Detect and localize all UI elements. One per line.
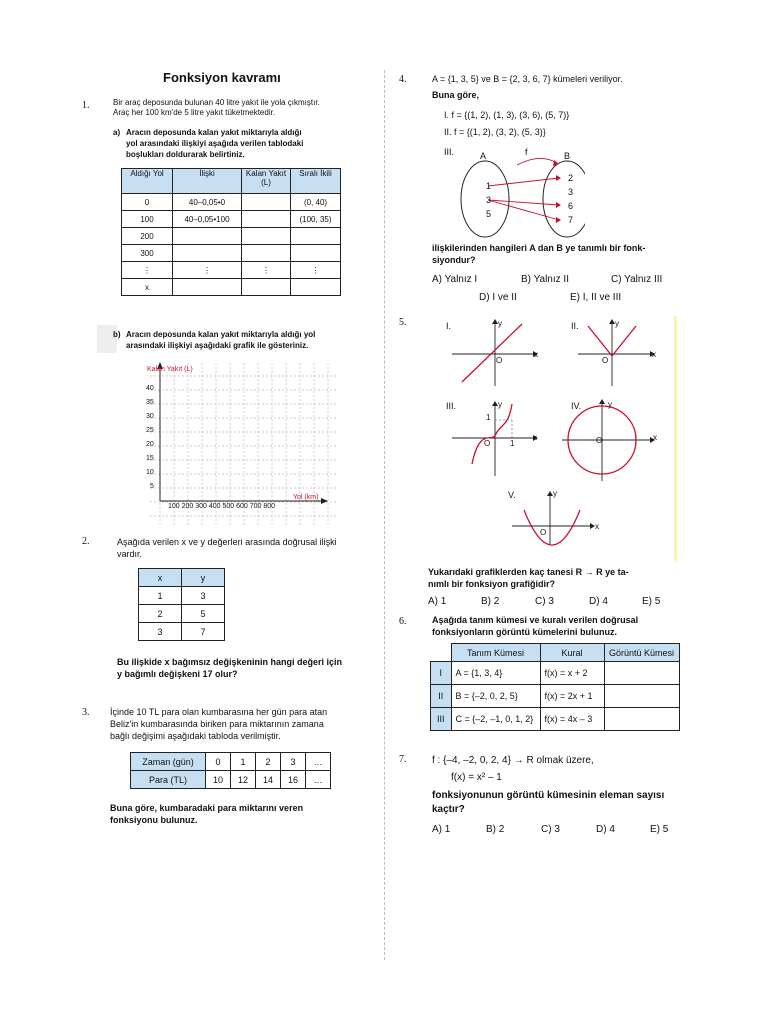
q5-answer-d[interactable]: D) 4: [589, 596, 608, 607]
q5-question-1: Yukarıdaki grafiklerden kaç tanesi R → R ye ta-: [428, 567, 629, 577]
graph-ytick: 10: [146, 469, 154, 476]
q5-answer-c[interactable]: C) 3: [535, 596, 554, 607]
table-row: [131, 771, 331, 789]
q7-answer-b[interactable]: B) 2: [486, 824, 505, 835]
table-cell: 16: [281, 771, 306, 789]
table-row: [139, 605, 225, 623]
table-cell: ⋮: [173, 262, 242, 279]
table-cell: 0: [122, 194, 173, 211]
graph-iii-curve: [472, 404, 515, 464]
table-row: [122, 245, 341, 262]
column-divider: [384, 70, 385, 960]
table-cell[interactable]: [242, 211, 291, 228]
table-cell: 3: [139, 623, 182, 641]
table-row: [139, 587, 225, 605]
table-row: [131, 753, 331, 771]
q1b-label: b): [113, 330, 121, 339]
graph-xlabel: Yol (km): [293, 494, 319, 501]
origin-label: O: [602, 356, 609, 365]
q7-answer-a[interactable]: A) 1: [432, 824, 451, 835]
q4-answer-b[interactable]: B) Yalnız II: [521, 274, 569, 285]
table-cell[interactable]: [173, 245, 242, 262]
graph-ytick: 20: [146, 441, 154, 448]
table-cell: ⋮: [291, 262, 341, 279]
set-b-ellipse: [543, 161, 585, 237]
table-cell[interactable]: [173, 228, 242, 245]
q2-question-1: Bu ilişkide x bağımsız değişkeninin hangi değeri için: [117, 657, 343, 667]
set-b-element: 2: [568, 173, 574, 183]
graph-ytick: 30: [146, 413, 154, 420]
table-header: Görüntü Kümesi: [604, 644, 679, 662]
q4-line2: Buna göre,: [432, 90, 480, 100]
table-cell: 7: [182, 623, 225, 641]
q3-table: [130, 752, 331, 789]
q2-text-2: vardır.: [117, 549, 143, 559]
table-cell: 200: [122, 228, 173, 245]
axis-label: x: [653, 433, 657, 442]
q7-question-2: kaçtır?: [432, 804, 465, 815]
axis-label: y: [615, 319, 619, 328]
table-cell: 5: [182, 605, 225, 623]
q2-number: 2.: [82, 536, 90, 547]
table-row: [122, 211, 341, 228]
q5-answer-b[interactable]: B) 2: [481, 596, 500, 607]
table-header: Zaman (gün): [131, 753, 206, 771]
q1b-text-2: arasındaki ilişkiyi aşağıdaki grafik ile gösteriniz.: [126, 341, 309, 350]
q4-question-1: ilişkilerinden hangileri A dan B ye tanımlı bir fonk-: [432, 243, 646, 253]
table-header: Para (TL): [131, 771, 206, 789]
table-row: [122, 228, 341, 245]
q2-question-2: y bağımlı değişkeni 17 olur?: [117, 669, 238, 679]
graph-i-curve: [462, 324, 522, 382]
origin-label: O: [540, 528, 547, 537]
table-row: [431, 644, 680, 662]
table-cell: …: [306, 753, 331, 771]
q4-option-ii: II. f = {(1, 2), (3, 2), (5, 3)}: [444, 127, 546, 137]
graph-label-v: V.: [508, 490, 516, 500]
q4-answer-e[interactable]: E) I, II ve III: [570, 292, 622, 303]
q7-answer-d[interactable]: D) 4: [596, 824, 615, 835]
q6-text-2: fonksiyonların görüntü kümelerini bulunuz.: [432, 627, 618, 637]
table-header: Tanım Kümesi: [451, 644, 540, 662]
q3-text-2: Beliz'in kumbarasında biriken para miktarının zamana: [110, 719, 324, 729]
axis-label: y: [553, 489, 557, 498]
graph-ytick: 25: [146, 427, 154, 434]
table-cell: 12: [231, 771, 256, 789]
venn-diagram: [455, 155, 585, 240]
table-row: [431, 685, 680, 708]
row-label: III: [431, 708, 452, 731]
table-cell: 1: [231, 753, 256, 771]
table-row: [139, 623, 225, 641]
graph-ytick: 5: [150, 483, 154, 490]
table-header: x: [139, 569, 182, 587]
q1a-label: a): [113, 128, 121, 137]
set-b-label: B: [564, 151, 571, 161]
row-label: I: [431, 662, 452, 685]
table-row: [139, 569, 225, 587]
table-cell[interactable]: [604, 662, 679, 685]
graph-xticks: 100 200 300 400 500 600 700 800: [168, 503, 276, 510]
q6-text-1: Aşağıda tanım kümesi ve kuralı verilen doğrusal: [432, 615, 639, 625]
table-cell: …: [306, 771, 331, 789]
axis-label: x: [595, 522, 599, 531]
q5-highlight-edge: [674, 316, 677, 562]
table-cell[interactable]: [291, 245, 341, 262]
table-header: Kalan Yakıt (L): [242, 169, 291, 194]
q7-line1: f : {–4, –2, 0, 2, 4} → R olmak üzere,: [432, 755, 594, 766]
table-cell[interactable]: [291, 279, 341, 296]
origin-label: O: [596, 436, 603, 445]
set-a-element: 1: [486, 181, 492, 191]
axis-label: y: [498, 319, 502, 328]
table-cell: 40–0,05•100: [173, 211, 242, 228]
table-cell[interactable]: [242, 228, 291, 245]
q2-table: [138, 568, 225, 641]
q5-question-2: nımlı bir fonksiyon grafiğidir?: [428, 579, 556, 589]
table-row: [431, 708, 680, 731]
q7-number: 7.: [399, 754, 407, 765]
q5-answer-a[interactable]: A) 1: [428, 596, 447, 607]
table-cell: A = {1, 3, 4}: [451, 662, 540, 685]
table-cell: B = {–2, 0, 2, 5}: [451, 685, 540, 708]
table-header: y: [182, 569, 225, 587]
set-a-element: 5: [486, 209, 492, 219]
q1-number: 1.: [82, 100, 90, 111]
x-axis-arrow: [321, 498, 328, 504]
origin-label: O: [496, 356, 503, 365]
set-b-element: 7: [568, 215, 574, 225]
set-a-ellipse: [461, 161, 509, 237]
q5-answer-e[interactable]: E) 5: [642, 596, 661, 607]
set-a-element: 3: [486, 195, 492, 205]
table-cell[interactable]: [604, 708, 679, 731]
q7-answer-e[interactable]: E) 5: [650, 824, 669, 835]
table-row: [122, 194, 341, 211]
table-cell[interactable]: [242, 194, 291, 211]
graph-ytick: 40: [146, 385, 154, 392]
q6-number: 6.: [399, 616, 407, 627]
table-row: [122, 279, 341, 296]
q3-text-3: bağlı değişimi aşağıdaki tabloda verilmiştir.: [110, 731, 281, 741]
table-cell: 100: [122, 211, 173, 228]
q1-table: [121, 168, 341, 296]
q3-text-1: İçinde 10 TL para olan kumbarasına her gün para atan: [110, 707, 328, 717]
table-cell[interactable]: [173, 279, 242, 296]
axis-label: x: [652, 350, 656, 359]
table-cell[interactable]: [291, 228, 341, 245]
table-cell: 0: [206, 753, 231, 771]
q4-number: 4.: [399, 74, 407, 85]
table-cell[interactable]: [242, 279, 291, 296]
tick-one-label: 1: [510, 439, 515, 448]
table-row: [122, 169, 341, 194]
table-cell: 2: [256, 753, 281, 771]
table-cell: (100, 35): [291, 211, 341, 228]
graph-v-curve: [524, 510, 580, 545]
table-cell: f(x) = 4x – 3: [540, 708, 604, 731]
set-b-element: 3: [568, 187, 574, 197]
table-header: Kural: [540, 644, 604, 662]
table-cell: f(x) = 2x + 1: [540, 685, 604, 708]
table-cell: 3: [182, 587, 225, 605]
table-cell: C = {–2, –1, 0, 1, 2}: [451, 708, 540, 731]
q1a-text-2: yol arasındaki ilişkiyi aşağıda verilen tablodaki: [126, 139, 304, 148]
row-label: II: [431, 685, 452, 708]
q4-option-i: I. f = {(1, 2), (1, 3), (3, 6), (5, 7)}: [444, 110, 570, 120]
tick-one-label: 1: [486, 413, 491, 422]
q1a-text-1: Aracın deposunda kalan yakıt miktarıyla aldığı: [126, 128, 302, 137]
table-cell: 1: [139, 587, 182, 605]
graph-ytick: 15: [146, 455, 154, 462]
origin-label: O: [484, 439, 491, 448]
table-cell: 2: [139, 605, 182, 623]
table-cell[interactable]: [242, 245, 291, 262]
q1-intro-1: Bir araç deposunda bulunan 40 litre yakıt ile yola çıkmıştır.: [113, 98, 320, 107]
table-header: İlişki: [173, 169, 242, 194]
graph-ylabel: Kalan Yakıt (L): [147, 366, 193, 373]
q3-question-2: fonksiyonu bulunuz.: [110, 815, 198, 825]
f-label: f: [525, 147, 528, 157]
q4-answer-d[interactable]: D) I ve II: [479, 292, 517, 303]
table-row: [122, 262, 341, 279]
q5-graphs: [440, 316, 670, 546]
q4-option-iii: III.: [444, 147, 455, 157]
graph-label-iii: III.: [446, 401, 457, 411]
set-a-label: A: [480, 151, 487, 161]
table-cell: ⋮: [122, 262, 173, 279]
q4-answer-c[interactable]: C) Yalnız III: [611, 274, 663, 285]
graph-label-ii: II.: [571, 321, 579, 331]
table-cell: 14: [256, 771, 281, 789]
table-cell: 300: [122, 245, 173, 262]
q2-text-1: Aşağıda verilen x ve y değerleri arasında doğrusal ilişki: [117, 537, 337, 547]
table-cell: 40–0,05•0: [173, 194, 242, 211]
q4-answer-a[interactable]: A) Yalnız I: [432, 274, 478, 285]
table-cell: x: [122, 279, 173, 296]
q1b-text-1: Aracın deposunda kalan yakıt miktarıyla aldığı yol: [126, 330, 316, 339]
q5-number: 5.: [399, 317, 407, 328]
axis-label: x: [534, 350, 538, 359]
table-cell: 3: [281, 753, 306, 771]
q4-question-2: siyondur?: [432, 255, 476, 265]
table-cell: f(x) = x + 2: [540, 662, 604, 685]
axis-label: y: [498, 400, 502, 409]
axis-label: y: [608, 400, 612, 409]
q3-number: 3.: [82, 707, 90, 718]
table-header: Sıralı İkili: [291, 169, 341, 194]
table-cell[interactable]: [604, 685, 679, 708]
graph-label-iv: IV.: [571, 401, 582, 411]
table-cell: 10: [206, 771, 231, 789]
axis-label: x: [533, 433, 537, 442]
q6-table: [430, 643, 680, 731]
table-corner: [431, 644, 452, 662]
q1a-text-3: boşlukları doldurarak belirtiniz.: [126, 150, 245, 159]
table-row: [431, 662, 680, 685]
q7-line2: f(x) = x² – 1: [451, 772, 502, 783]
q3-question-1: Buna göre, kumbaradaki para miktarını veren: [110, 803, 304, 813]
table-cell: ⋮: [242, 262, 291, 279]
page-title: Fonksiyon kavramı: [163, 70, 281, 85]
graph-label-i: I.: [446, 321, 452, 331]
set-b-element: 6: [568, 201, 574, 211]
table-header: Aldığı Yol: [122, 169, 173, 194]
q4-line1: A = {1, 3, 5} ve B = {2, 3, 6, 7} kümeleri veriliyor.: [432, 74, 623, 84]
q1-intro-2: Araç her 100 km'de 5 litre yakıt tüketmektedir.: [113, 108, 276, 117]
q7-question-1: fonksiyonunun görüntü kümesinin eleman sayısı: [432, 790, 665, 801]
table-cell: (0, 40): [291, 194, 341, 211]
graph-ytick: 35: [146, 399, 154, 406]
q7-answer-c[interactable]: C) 3: [541, 824, 560, 835]
